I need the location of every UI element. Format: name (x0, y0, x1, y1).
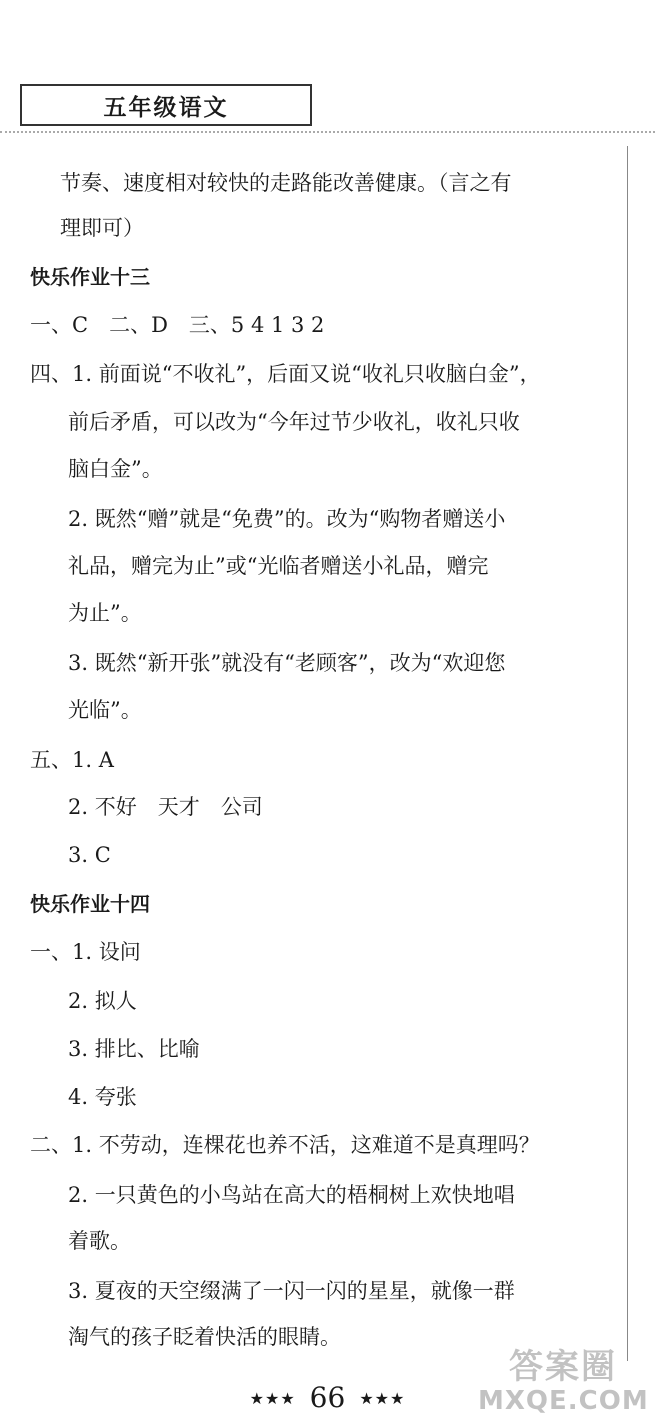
answer-line: 4. 夸张 (68, 1085, 137, 1109)
answer-line: 2. 一只黄色的小鸟站在高大的梧桐树上欢快地唱 (68, 1183, 515, 1207)
watermark-text: 答案圈 (509, 1347, 617, 1387)
answer-line: 为止”。 (68, 601, 142, 625)
answer-line: 着歌。 (68, 1229, 131, 1253)
star-icon: ★★★ (249, 1389, 296, 1408)
watermark-url: MXQE.COM (478, 1386, 649, 1416)
answer-line: 3. 夏夜的天空缀满了一闪一闪的星星，就像一群 (68, 1279, 515, 1303)
answer-line: 3. 排比、比喻 (68, 1037, 200, 1061)
margin-rule (627, 146, 628, 1361)
section-title: 快乐作业十三 (30, 265, 150, 289)
answer-line: 四、1. 前面说“不收礼”，后面又说“收礼只收脑白金”， (30, 362, 541, 386)
page-header-title: 五年级语文 (20, 84, 312, 126)
answer-line: 脑白金”。 (68, 457, 163, 481)
star-icon: ★★★ (359, 1389, 406, 1408)
watermark-logo (478, 1348, 648, 1420)
section-title: 快乐作业十四 (30, 892, 150, 916)
answer-line: 前后矛盾，可以改为“今年过节少收礼，收礼只收 (68, 410, 520, 434)
answer-line: 一、1. 设问 (30, 940, 141, 964)
answer-line: 礼品，赠完为止”或“光临者赠送小礼品，赠完 (68, 554, 489, 578)
answer-line: 理即可） (60, 216, 144, 240)
answer-line: 2. 拟人 (68, 989, 137, 1013)
answer-line: 2. 不好 天才 公司 (68, 795, 263, 819)
page-number: 66 (309, 1381, 346, 1414)
answer-line: 3. 既然“新开张”就没有“老顾客”，改为“欢迎您 (68, 651, 506, 675)
answer-line: 3. C (68, 843, 111, 867)
answer-line: 淘气的孩子眨着快活的眼睛。 (68, 1325, 341, 1349)
header-divider (0, 131, 655, 133)
answer-line: 2. 既然“赠”就是“免费”的。改为“购物者赠送小 (68, 507, 506, 531)
answer-line: 二、1. 不劳动，连棵花也养不活，这难道不是真理吗？ (30, 1133, 540, 1157)
answer-line: 一、C 二、D 三、5 4 1 3 2 (30, 313, 325, 337)
answer-line: 五、1. A (30, 748, 114, 772)
answer-line: 光临”。 (68, 698, 142, 722)
answer-line: 节奏、速度相对较快的走路能改善健康。（言之有 (60, 171, 512, 195)
